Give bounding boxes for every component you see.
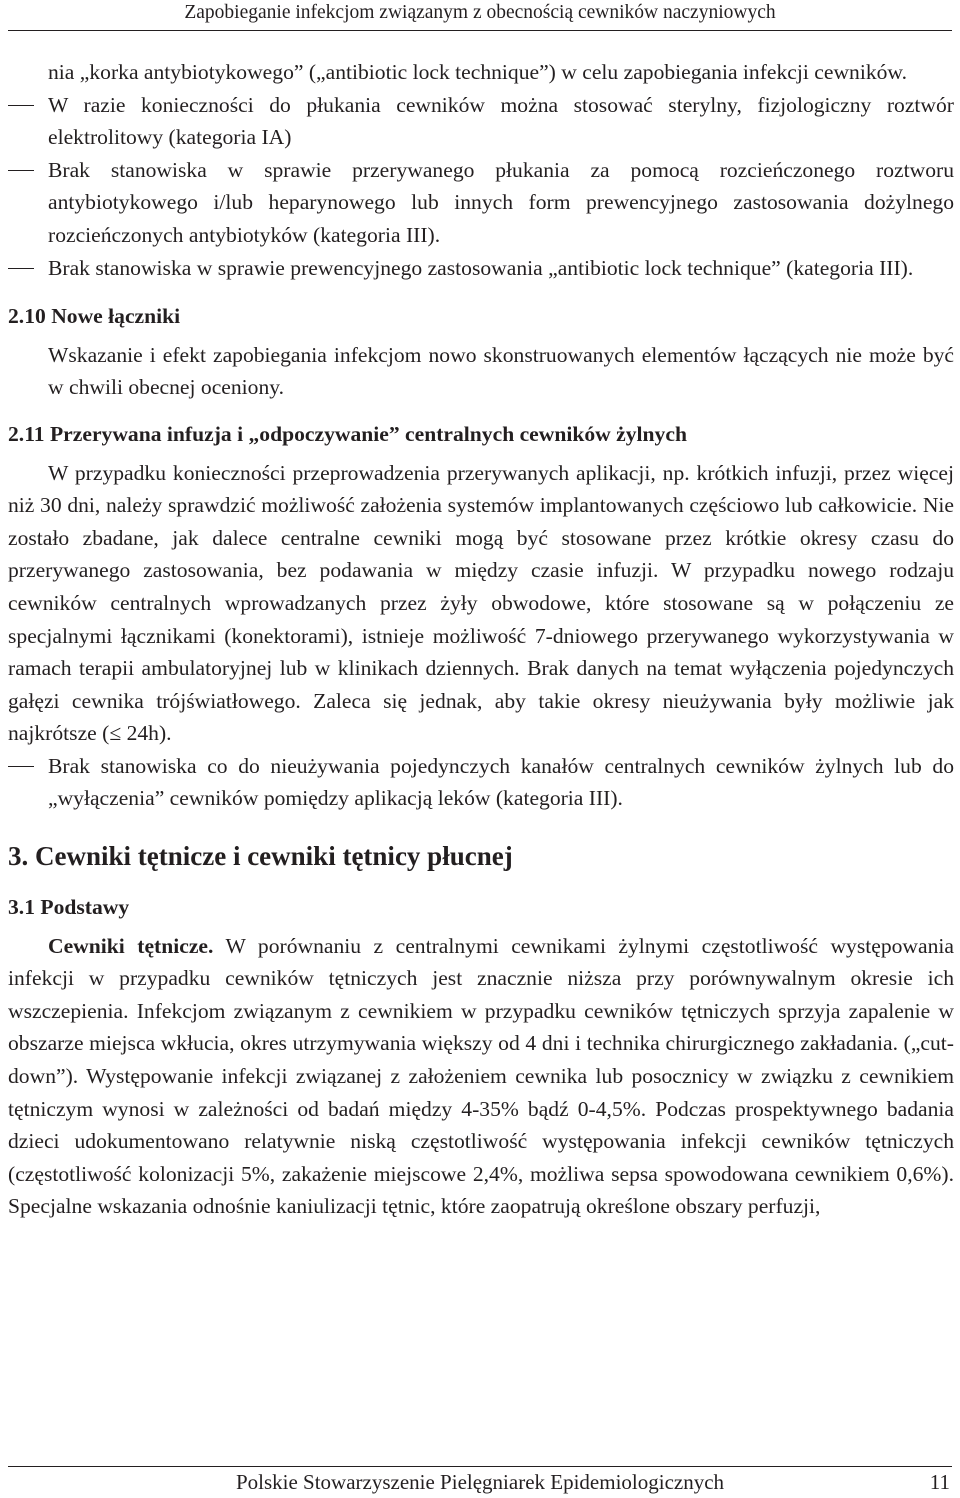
dash-bullet-icon: [8, 766, 34, 767]
bullet-list-flushing: [8, 89, 954, 285]
dash-bullet-icon: [8, 170, 34, 171]
footer-divider: [8, 1466, 952, 1467]
list-item: [8, 154, 954, 252]
run-in-heading: Cewniki tętnicze.: [48, 933, 214, 958]
page-number: 11: [929, 1470, 950, 1494]
running-header: Zapobieganie infekcjom związanym z obecnością cewników naczyniowych: [184, 2, 776, 23]
section-heading-2-10: 2.10 Nowe łączniki: [8, 304, 181, 329]
list-item-text: W razie konieczności do płukania cewników można stosować sterylny, fizjologiczny roztwór elektrolitowy (kategoria IA): [48, 92, 954, 150]
page-body: [8, 56, 954, 1223]
list-item-text: Brak stanowiska w sprawie prewencyjnego zastosowania „antibiotic lock technique” (kategoria III).: [48, 255, 914, 280]
section-heading-3-1: 3.1 Podstawy: [8, 895, 130, 920]
section-heading-3: 3. Cewniki tętnicze i cewniki tętnicy płucnej: [8, 841, 513, 872]
section-heading-2-11: 2.11 Przerywana infuzja i „odpoczywanie” centralnych cewników żylnych: [8, 421, 687, 446]
section-2-11-paragraph: W przypadku konieczności przeprowadzenia przerywanych aplikacji, np. krótkich infuzji, przez więcej niż 30 dni, należy sprawdzić możliwość założenia systemów implantowanych częściowo lub całkowicie. Nie zostało zbadane, jak dalece centralne cewniki mogą być stosowane przez krótkie okresy czasu do przerywanego zastosowania, bez podawania w między czasie infuzji. W przypadku nowego rodzaju cewników centralnych wprowadzanych przez żyły obwodowe, które stosowane są w połączeniu ze specjalnymi łącznikami (konektorami), istnieje możliwość 7-dniowego przerywanego wykorzystywania w ramach terapii ambulatoryjnej lub w klinikach dziennych. Brak danych na temat wyłączenia pojedynczych gałęzi cewnika trójświatłowego. Zaleca się jednak, aby takie okresy nieużywania były możliwie jak najkrótsze (≤ 24h).: [8, 460, 954, 746]
list-item: [8, 89, 954, 154]
section-3-1-text: W porównaniu z centralnymi cewnikami żylnymi częstotliwość występowania infekcji w przypadku cewników tętniczych jest znacznie niższa przy porównywalnym okresie ich wszczepienia. Infekcjom związanym z cewnikiem w przypadku cewników tętniczych sprzyja zapalenie w obszarze miejsca wkłucia, okres utrzymywania większy od 4 dni i technika chirurgicznego zakładania. („cut-down”). Występowanie infekcji związanej z założeniem cewnika lub posocznicy w związku z cewnikiem tętniczym wynosi w zależności od badań między 4-35% bądź 0-4,5%. Podczas prospektywnego badania dzieci udokumentowano relatywnie niską częstotliwość występowania infekcji cewników tętniczych (częstotliwość kolonizacji 5%, zakażenie miejscowe 2,4%, możliwa sepsa spowodowana cewnikiem 0,6%). Specjalne wskazania odnośnie kaniulizacji tętnic, które zaopatrują określone obszary perfuzji,: [8, 933, 954, 1219]
list-item-text: Brak stanowiska co do nieużywania pojedynczych kanałów centralnych cewników żylnych lub do „wyłączenia” cewników pomiędzy aplikacją leków (kategoria III).: [48, 753, 954, 811]
section-3-1-paragraph: [8, 930, 954, 1223]
header-divider: [8, 30, 952, 31]
dash-bullet-icon: [8, 105, 34, 106]
continuation-paragraph: nia „korka antybiotykowego” („antibiotic lock technique”) w celu zapobiegania infekcji cewników.: [48, 60, 908, 84]
list-item-text: Brak stanowiska w sprawie przerywanego płukania za pomocą rozcieńczonego roztworu antybiotykowego i/lub heparynowego lub innych form prewencyjnego zastosowania dożylnego rozcieńczonych antybiotyków (kategoria III).: [48, 157, 954, 247]
section-2-10-paragraph: Wskazanie i efekt zapobiegania infekcjom nowo skonstruowanych elementów łączących nie może być w chwili obecnej oceniony.: [48, 342, 954, 400]
dash-bullet-icon: [8, 268, 34, 269]
list-item: [8, 750, 954, 815]
footer-organization: Polskie Stowarzyszenie Pielęgniarek Epidemiologicznych: [235, 1470, 725, 1494]
page-footer: [0, 1469, 960, 1497]
list-item: [8, 252, 954, 285]
